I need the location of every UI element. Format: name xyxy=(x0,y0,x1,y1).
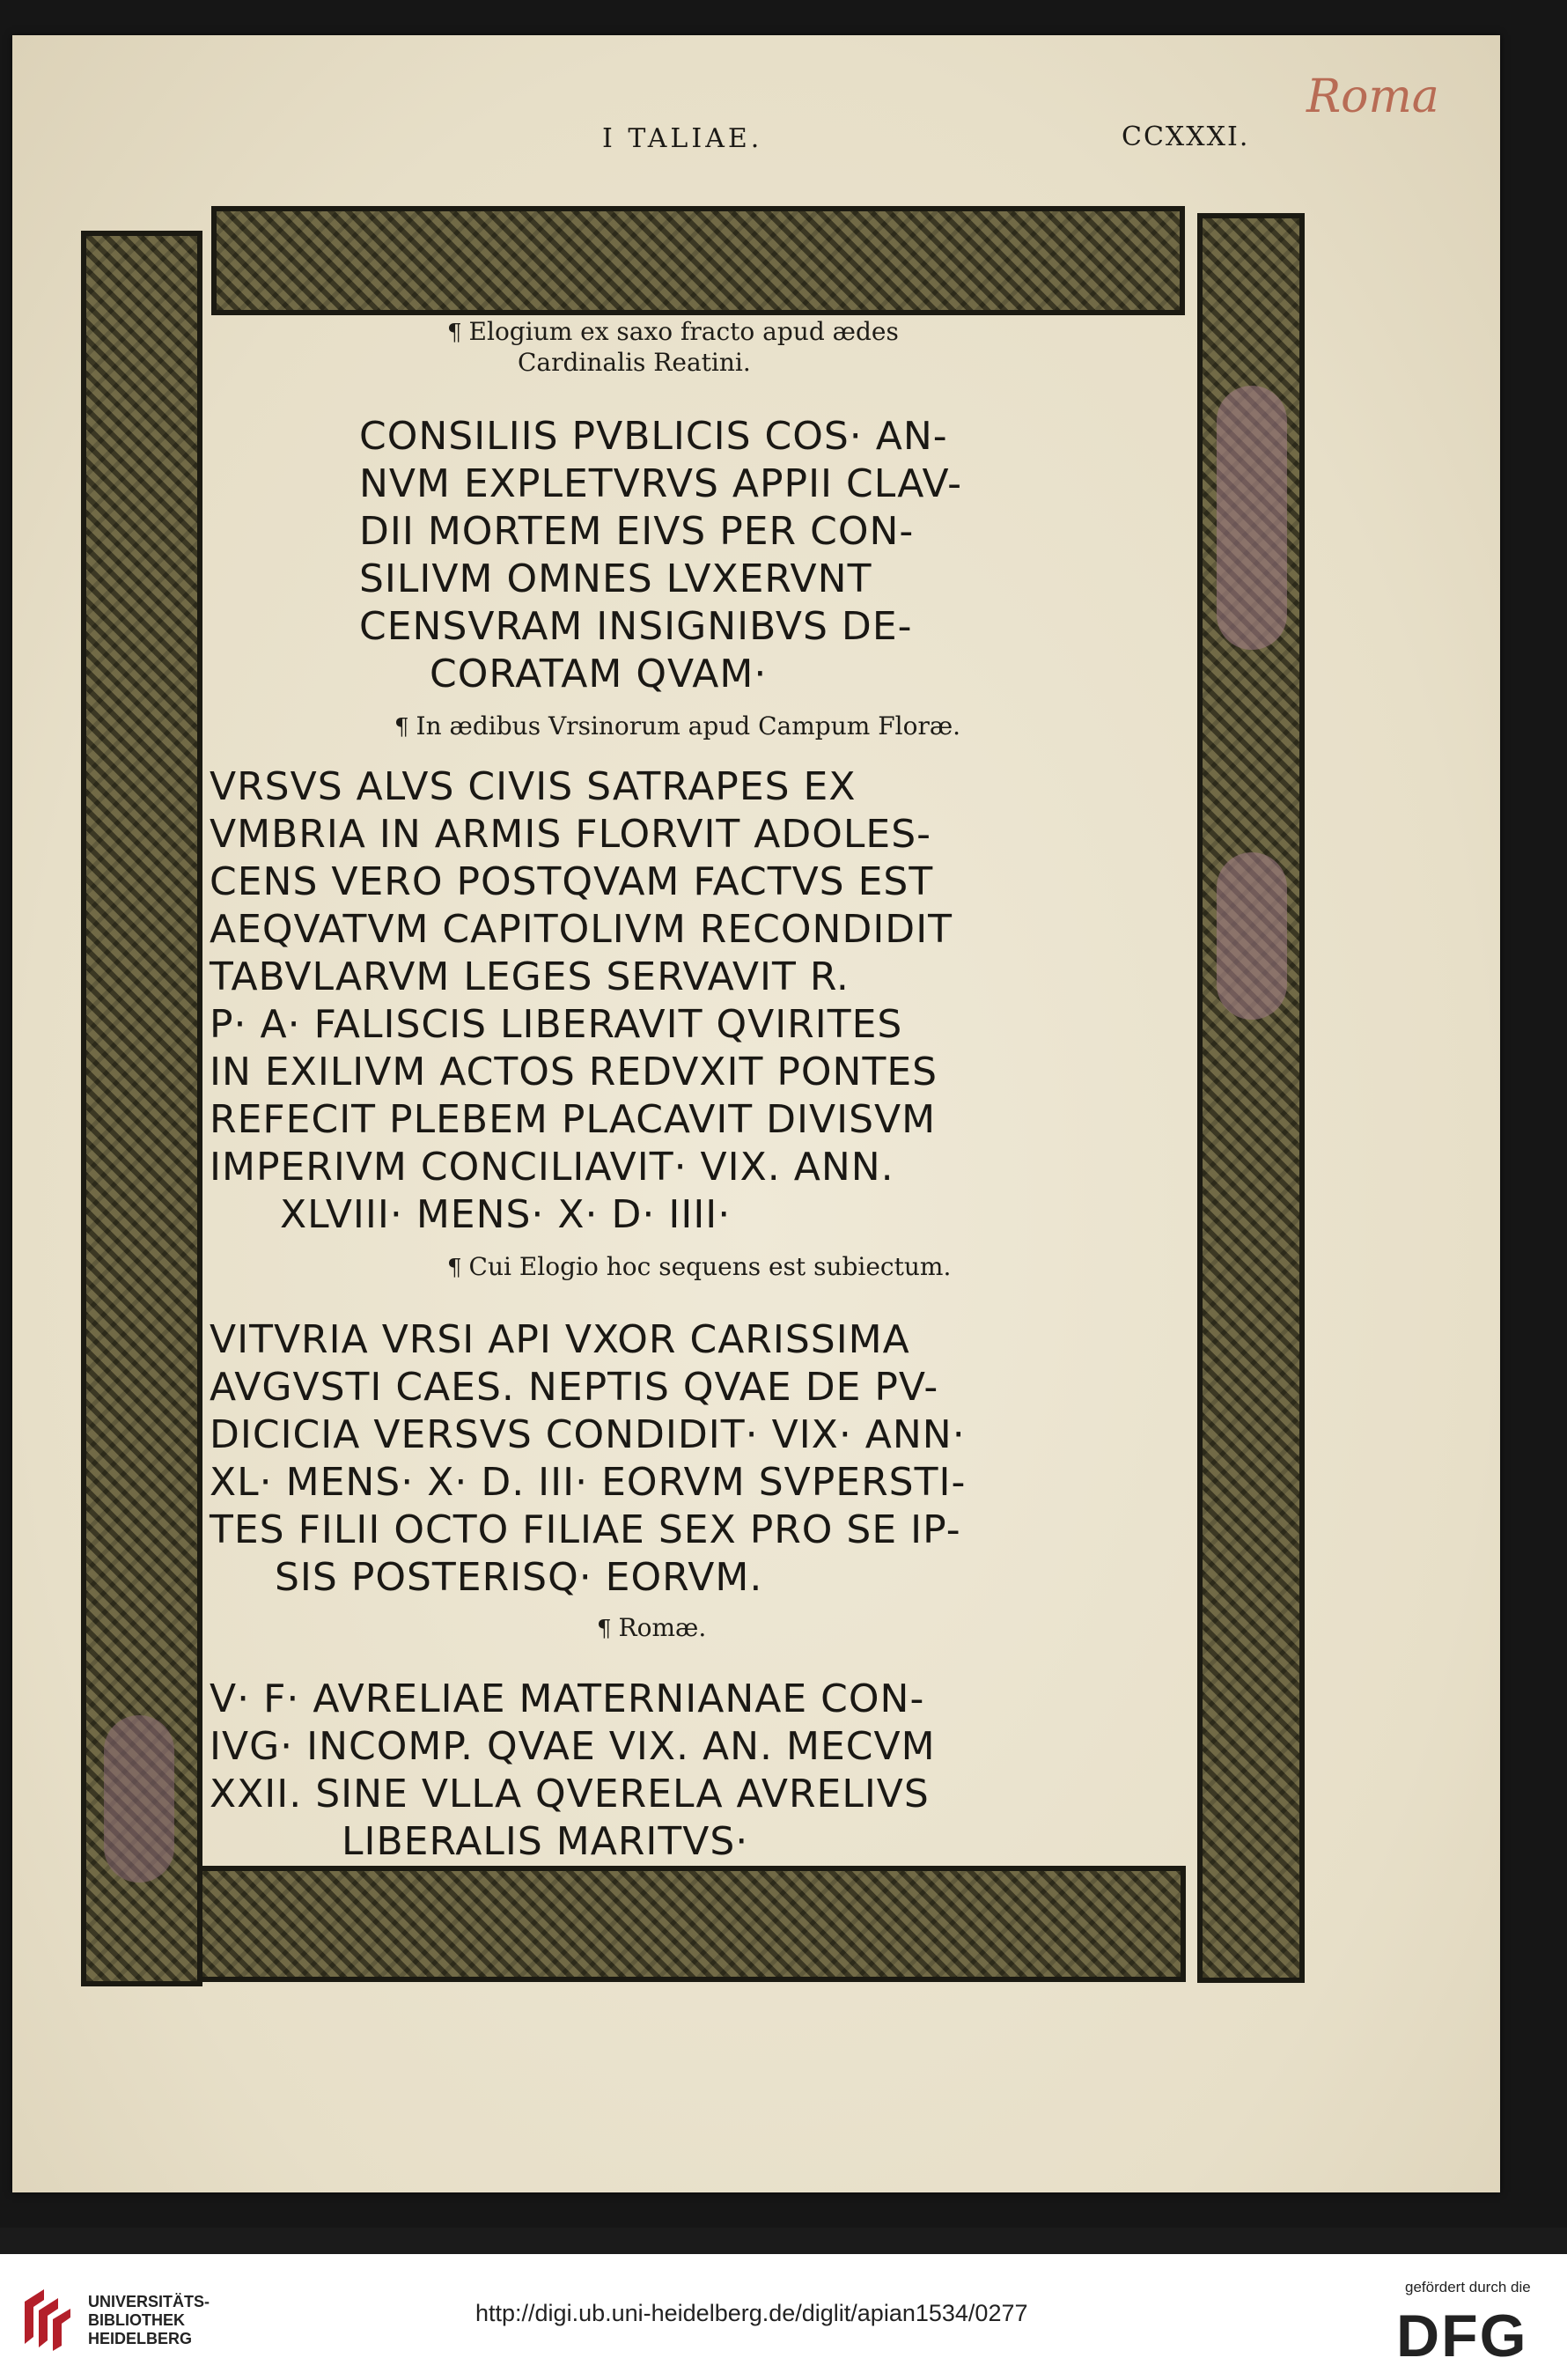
woodcut-border-right xyxy=(1197,213,1305,1983)
section-rubric: ¶ Cui Elogio hoc sequens est subiectum. xyxy=(447,1252,952,1281)
section-rubric: ¶ In ædibus Vrsinorum apud Campum Floræ. xyxy=(394,711,961,741)
pilcrow-icon: ¶ xyxy=(394,714,409,741)
permalink-url[interactable]: http://digi.ub.uni-heidelberg.de/diglit/apian1534/0277 xyxy=(475,2300,1028,2326)
pilcrow-icon: ¶ xyxy=(597,1616,612,1642)
inscription-text: VITVRIA VRSI API VXOR CARISSIMA AVGVSTI CAES. NEPTIS QVAE DE PV- DICICIA VERSVS CONDIDIT· VIX· ANN· XL· MENS· X· D. III· EORVM SVPERSTI- TES FILII OCTO FILIAE SEX PRO SE IP- SIS POSTERISQ· EORVM. xyxy=(210,1317,967,1600)
viewer-footer xyxy=(0,2254,1567,2380)
inscription-text: VRSVS ALVS CIVIS SATRAPES EX VMBRIA IN ARMIS FLORVIT ADOLES- CENS VERO POSTQVAM FACTVS EST AEQVATVM CAPITOLIVM RECONDIDIT TABVLARVM LEGES SERVAVIT R. P· A· FALISCIS LIBERAVIT QVIRITES IN EXILIVM ACTOS REDVXIT PONTES REFECIT PLEBEM PLACAVIT DIVISVM IMPERIVM CONCILIAVIT· VIX. ANN. XLVIII· MENS· X· D· IIII· xyxy=(210,764,953,1237)
funding-note: gefördert durch die xyxy=(1405,2279,1531,2295)
woodcut-border-top xyxy=(211,206,1185,315)
section-rubric: ¶ Romæ. xyxy=(597,1613,707,1642)
woodcut-border-left xyxy=(81,231,202,1986)
dfg-logo[interactable]: DFG xyxy=(1396,2303,1528,2369)
inscription-section xyxy=(210,1252,1195,1602)
section-rubric: ¶ Elogium ex saxo fracto apud ædes Cardinalis Reatini. xyxy=(447,317,899,377)
inscription-text: V· F· AVRELIAE MATERNIANAE CON- IVG· INCOMP. QVAE VIX. AN. MECVM XXII. SINE VLLA QVERELA AVRELIVS LIBERALIS MARITVS· xyxy=(210,1676,936,1864)
book-page xyxy=(12,35,1500,2192)
pilcrow-icon: ¶ xyxy=(447,320,462,346)
folio-number: CCXXXI. xyxy=(1122,122,1250,152)
inscription-section xyxy=(210,711,1195,1239)
library-logo-icon[interactable] xyxy=(18,2282,76,2356)
pilcrow-icon: ¶ xyxy=(447,1255,462,1281)
library-name: UNIVERSITÄTS- BIBLIOTHEK HEIDELBERG xyxy=(88,2293,210,2347)
inscription-text: CONSILIIS PVBLICIS COS· AN- NVM EXPLETVRVS APPII CLAV- DII MORTEM EIVS PER CON- SILIVM OMNES LVXERVNT CENSVRAM INSIGNIBVS DE- CORATAM QVAM· xyxy=(359,414,962,696)
running-head: I TALIAE. xyxy=(602,123,763,154)
woodcut-border-bottom xyxy=(195,1866,1186,1982)
inscription-section xyxy=(210,1613,1195,1866)
marginal-note: Roma xyxy=(1306,70,1439,123)
inscription-section xyxy=(210,317,1195,698)
